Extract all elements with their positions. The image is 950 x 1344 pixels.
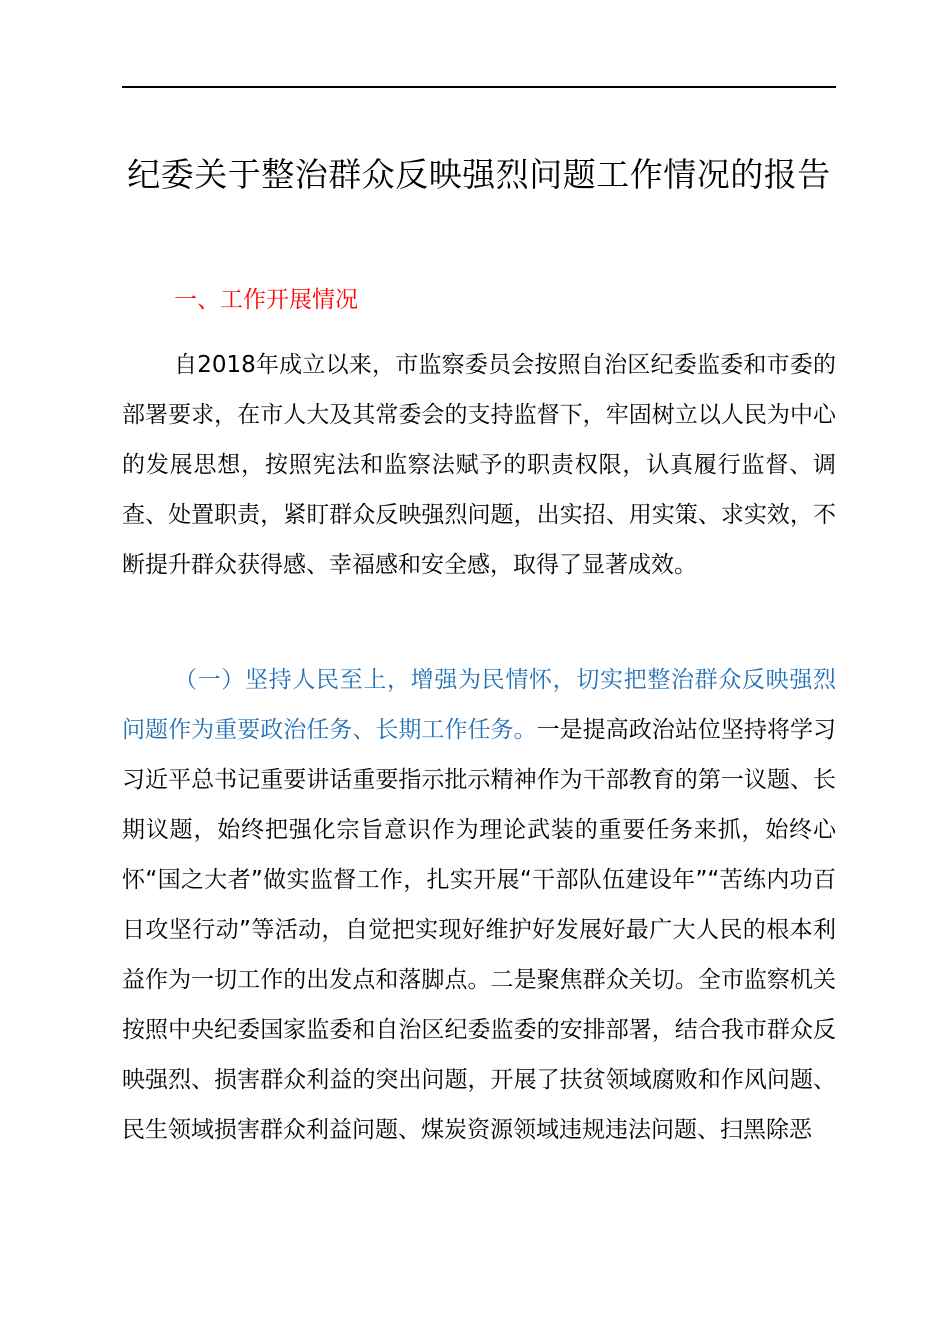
subsection-body: 一是提高政治站位坚持将学习习近平总书记重要讲话重要指示批示精神作为干部教育的第一议题、长期议题，始终把强化宗旨意识作为理论武装的重要任务来抓，始终心怀“国之大者”做实监督工作，扎实开展“干部队伍建设年”“苦练内功百日攻坚行动”等活动，自觉把实现好维护好发展好最广大人民的根本利益作为一切工作的出发点和落脚点。二是聚焦群众关切。全市监察机关按照中央纪委国家监委和自治区纪委监委的安排部署，结合我市群众反映强烈、损害群众利益的突出问题，开展了扶贫领域腐败和作风问题、民生领域损害群众利益问题、煤炭资源领域违规违法问题、扫黑除恶 [122,717,837,1143]
header-rule [122,86,836,88]
section-heading: 一、工作开展情况 [174,287,358,313]
paragraph-subsection-1 [122,655,836,1155]
paragraph-intro: 自2018年成立以来，市监察委员会按照自治区纪委监委和市委的部署要求，在市人大及其常委会的支持监督下，牢固树立以人民为中心的发展思想，按照宪法和监察法赋予的职责权限，认真履行监督、调查、处置职责，紧盯群众反映强烈问题，出实招、用实策、求实效，不断提升群众获得感、幸福感和安全感，取得了显著成效。 [122,352,836,578]
subsection-lead: （一）坚持人民至上，增强为民情怀，切实把整治群众反映强烈问题作为重要政治任务、长期工作任务。 [122,667,836,743]
document-title: 纪委关于整治群众反映强烈问题工作情况的报告 [127,155,831,194]
